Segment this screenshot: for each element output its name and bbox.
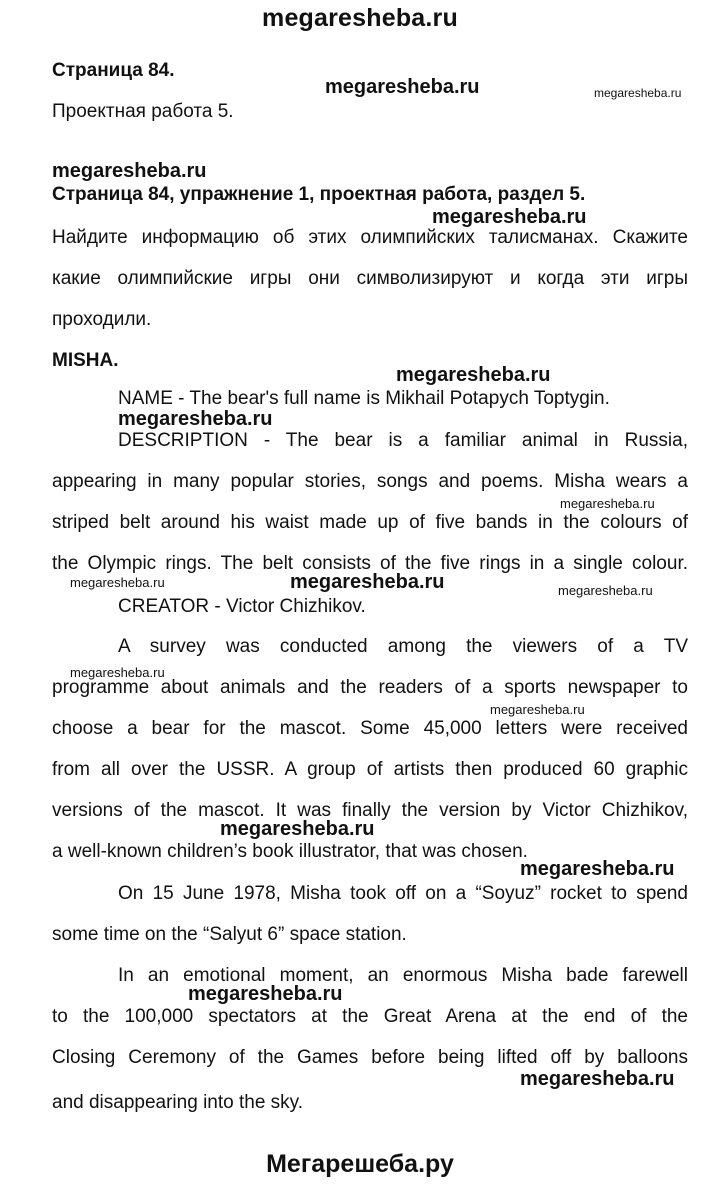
description-line: the Olympic rings. The belt consists of the five rings in a single colour. — [52, 553, 688, 574]
farewell-line: Closing Ceremony of the Games before being lifted off by balloons — [52, 1047, 688, 1068]
farewell-line: In an emotional moment, an enormous Misha bade farewell — [118, 965, 688, 986]
space-line: On 15 June 1978, Misha took off on a “Soyuz” rocket to spend — [118, 883, 688, 904]
description-line: appearing in many popular stories, songs and poems. Misha wears a — [52, 471, 688, 492]
watermark: megaresheba.ru — [70, 665, 165, 680]
watermark: megaresheba.ru — [118, 408, 273, 430]
watermark: megaresheba.ru — [558, 583, 653, 598]
creator-line: CREATOR - Victor Chizhikov. — [118, 596, 366, 617]
project-label: Проектная работа 5. — [52, 101, 234, 122]
task-line: Найдите информацию об этих олимпийских талисманах. Скажите — [52, 227, 688, 248]
watermark: megaresheba.ru — [325, 76, 480, 98]
site-header: megaresheba.ru — [262, 4, 458, 32]
watermark: megaresheba.ru — [520, 858, 675, 880]
watermark: megaresheba.ru — [290, 571, 445, 593]
description-line: DESCRIPTION - The bear is a familiar animal in Russia, — [118, 430, 688, 451]
survey-line: versions of the mascot. It was finally the version by Victor Chizhikov, — [52, 800, 688, 821]
exercise-title: Страница 84, упражнение 1, проектная работа, раздел 5. — [52, 184, 586, 205]
farewell-line: to the 100,000 spectators at the Great Arena at the end of the — [52, 1006, 688, 1027]
site-footer: Мегарешеба.ру — [266, 1150, 454, 1178]
survey-line: A survey was conducted among the viewers of a TV — [118, 636, 688, 657]
space-line: some time on the “Salyut 6” space station. — [52, 924, 407, 945]
watermark: megaresheba.ru — [52, 160, 207, 182]
watermark: megaresheba.ru — [188, 983, 343, 1005]
farewell-line: and disappearing into the sky. — [52, 1092, 304, 1113]
watermark: megaresheba.ru — [560, 496, 655, 511]
watermark: megaresheba.ru — [220, 818, 375, 840]
survey-line: programme about animals and the readers of a sports newspaper to — [52, 677, 688, 698]
task-line: какие олимпийские игры они символизируют и когда эти игры — [52, 268, 688, 289]
name-line: NAME - The bear's full name is Mikhail Potapych Toptygin. — [118, 388, 610, 409]
description-line: striped belt around his waist made up of five bands in the colours of — [52, 512, 688, 533]
watermark: megaresheba.ru — [70, 575, 165, 590]
page-label: Страница 84. — [52, 60, 175, 81]
watermark: megaresheba.ru — [520, 1068, 675, 1090]
survey-line: a well-known children’s book illustrator, that was chosen. — [52, 841, 528, 862]
watermark: megaresheba.ru — [396, 364, 551, 386]
survey-line: from all over the USSR. A group of artists then produced 60 graphic — [52, 759, 688, 780]
watermark: megaresheba.ru — [490, 702, 585, 717]
watermark: megaresheba.ru — [594, 86, 682, 100]
task-line: проходили. — [52, 309, 152, 330]
mascot-heading: MISHA. — [52, 350, 119, 371]
watermark: megaresheba.ru — [432, 206, 587, 228]
survey-line: choose a bear for the mascot. Some 45,000 letters were received — [52, 718, 688, 739]
